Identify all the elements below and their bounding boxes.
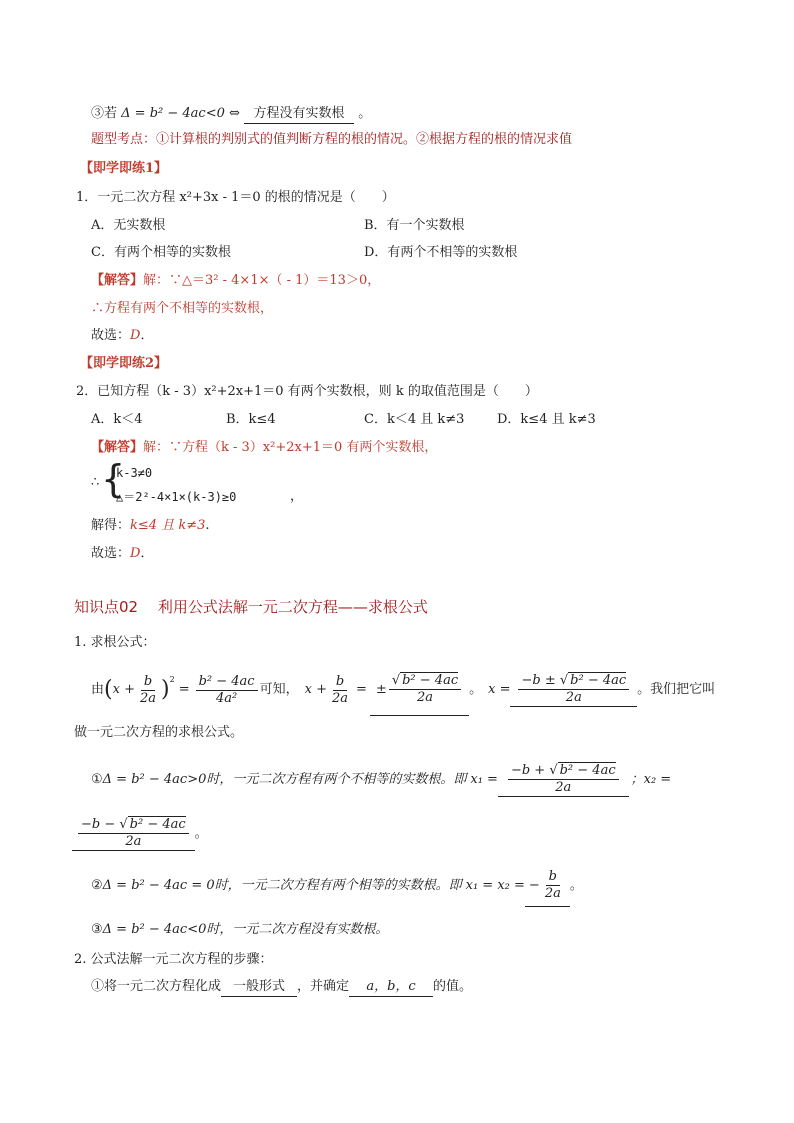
practice1-option-a: A．无实数根 <box>91 218 166 233</box>
practice2-system-line2: △＝2²-4×1×(k-3)≥0 <box>116 490 237 504</box>
practice1-option-b: B．有一个实数根 <box>364 218 465 233</box>
case1-x2-line: $\frac{\text{−b − √ b² − 4ac}}{2a}$ 。 <box>72 812 208 856</box>
practice1-answer-line2: ∴方程有两个不相等的实数根， <box>91 301 274 316</box>
condition-answer: 方程没有实数根 <box>244 105 354 124</box>
exam-points: 题型考点：①计算根的判别式的值判断方程的根的情况。②根据方程的根的情况求值 <box>91 132 573 147</box>
practice2-choose-line: 故选：D． <box>91 546 154 561</box>
step1-line: ①将一元二次方程化成 一般形式 ，并确定 a，b，c 的值。 <box>91 978 472 997</box>
practice2-option-a: A．k＜4 <box>91 412 143 427</box>
left-brace: { <box>101 457 126 501</box>
practice2-option-b: B．k≤4 <box>226 412 276 427</box>
formula-line2: 做一元二次方程的求根公式。 <box>74 725 244 740</box>
equivalence-arrow: ⇔ <box>229 106 240 121</box>
section-title: 知识点02 利用公式法解一元二次方程——求根公式 <box>74 598 428 616</box>
practice2-answer-line1: 【解答】解：∵方程（k - 3）x²+2x+1＝0 有两个实数根， <box>91 440 438 455</box>
case1-line: ① Δ = b² − 4ac>0时，一元二次方程有两个不相等的实数根。即 x₁ = $\frac{\text{−b + √ b² − 4ac}}{2a}$ ；x₂ = <box>91 763 672 795</box>
practice2-solve-line: 解得：k≤4 且 k≠3. <box>91 518 210 533</box>
practice2-question: 2．已知方程（k - 3）x²+2x+1＝0 有两个实数根，则 k 的取值范围是（ ） <box>76 384 538 399</box>
case3-line: ③Δ = b² − 4ac<0时，一元二次方程没有实数根。 <box>91 922 389 937</box>
case2-line: ② Δ = b² − 4ac = 0时，一元二次方程有两个相等的实数根。即 x₁ = x₂ = − $\frac{b}{2a}$ 。 <box>91 866 583 906</box>
practice1-answer-line3: 故选：D． <box>91 328 154 343</box>
formula-item1: 1. 求根公式： <box>74 635 156 650</box>
blank-sqrt-over-2a: ± $\frac{\text{√ b² − 4ac}}{2a}$ <box>370 665 469 716</box>
practice2-option-d: D．k≤4 且 k≠3 <box>497 412 596 427</box>
practice2-option-c: C．k＜4 且 k≠3 <box>364 412 465 427</box>
practice2-system-line1: k-3≠0 <box>116 466 153 480</box>
steps-heading: 2. 公式法解一元二次方程的步骤： <box>74 952 273 967</box>
practice1-option-d: D．有两个不相等的实数根 <box>364 245 518 260</box>
blank-x12: − $\frac{b}{2a}$ <box>525 866 570 907</box>
practice1-answer-line1: 【解答】解：∵△＝3² - 4×1×（ - 1）＝13＞0， <box>91 273 381 288</box>
blank-x2: $\frac{\text{−b − √ b² − 4ac}}{2a}$ <box>72 817 195 851</box>
practice1-question: 1．一元二次方程 x²+3x - 1＝0 的根的情况是（ ） <box>76 190 395 205</box>
formula-derivation: 由 ( x + $\frac{b}{2a}$ ) $^2$ = $\frac{\text{b² − 4ac}}{\text{4a²}}$ 可知， x + $\frac{b}{2a}$ = ± $\frac{\text{√ b² − 4ac}}{2a}$ 。 x = $\frac{\text{−b ± √ b² − 4ac}}{2a}$ 。我们把它叫 <box>91 665 715 715</box>
blank-root-formula: $\frac{\text{−b ± √ b² − 4ac}}{2a}$ <box>510 673 637 707</box>
condition-line: ③若 Δ = b² − 4ac<0 ⇔ 方程没有实数根 。 <box>91 105 371 124</box>
practice1-heading: 【即学即练1】 <box>80 161 168 176</box>
condition-expr: Δ = b² − 4ac<0 <box>121 106 225 121</box>
page: ③若 Δ = b² − 4ac<0 ⇔ 方程没有实数根 。 题型考点：①计算根的判别式的值判断方程的根的情况。②根据方程的根的情况求值 【即学即练1】 1．一元二次方程 x²+3x - 1＝0 的根的情况是（ ） A．无实数根 B．有一个实数根 C．有两个相等的实数根 D．有两个不相等的实数根 【解答】解：∵△＝3² - 4×1×（ - 1）＝13＞0， ∴方程有两个不相等的实数根， 故选：D． 【即学即练2】 2．已知方程（k - 3）x²+2x+1＝0 有两个实数根，则 k 的取值范围是（ ） A．k＜4 B．k≤4 C．k＜4 且 k≠3 D．k≤4 且 k≠3 【解答】解：∵方程（k - 3）x²+2x+1＝0 有两个实数根， ∴ { k-3≠0 △＝2²-4×1×(k-3)≥0 ， 解得：k≤4 且 k≠3. 故选：D． 知识点02 利用公式法解一元二次方程——求根公式 1. 求根公式： 由 ( x + $\frac{b}{2a}$ ) $^2$ = $\frac{\text{b² − 4ac}}{\text{4a²}}$ 可知， x + $\frac{b}{2a}$ = ± $\frac{\text{√ b² − 4ac}}{2a}$ 。 x = $\frac{\text{−b ± √ b² − 4ac}}{2a}$ 。我们把它叫 做一元二次方程的求根公式。 ① Δ = b² − 4ac>0时，一元二次方程有两个不相等的实数根。即 x₁ = $\frac{\text{−b + √ b² − 4ac}}{2a}$ ；x₂ = $\frac{\text{−b − √ b² − 4ac}}{2a}$ 。 ② Δ = b² − 4ac = 0时，一元二次方程有两个相等的实数根。即 x₁ = x₂ = − $\frac{b}{2a}$ 。 ③Δ = b² − 4ac<0时，一元二次方程没有实数根。 2. 公式法解一元二次方程的步骤： ①将一元二次方程化成 一般形式 ，并确定 a，b，c 的值。 <box>0 0 794 1123</box>
condition-prefix: ③若 <box>91 106 118 121</box>
blank-x1: $\frac{\text{−b + √ b² − 4ac}}{2a}$ <box>498 763 629 797</box>
practice2-system-prefix: ∴ <box>91 475 100 490</box>
practice1-option-c: C．有两个相等的实数根 <box>91 245 231 260</box>
practice2-heading: 【即学即练2】 <box>80 356 168 371</box>
